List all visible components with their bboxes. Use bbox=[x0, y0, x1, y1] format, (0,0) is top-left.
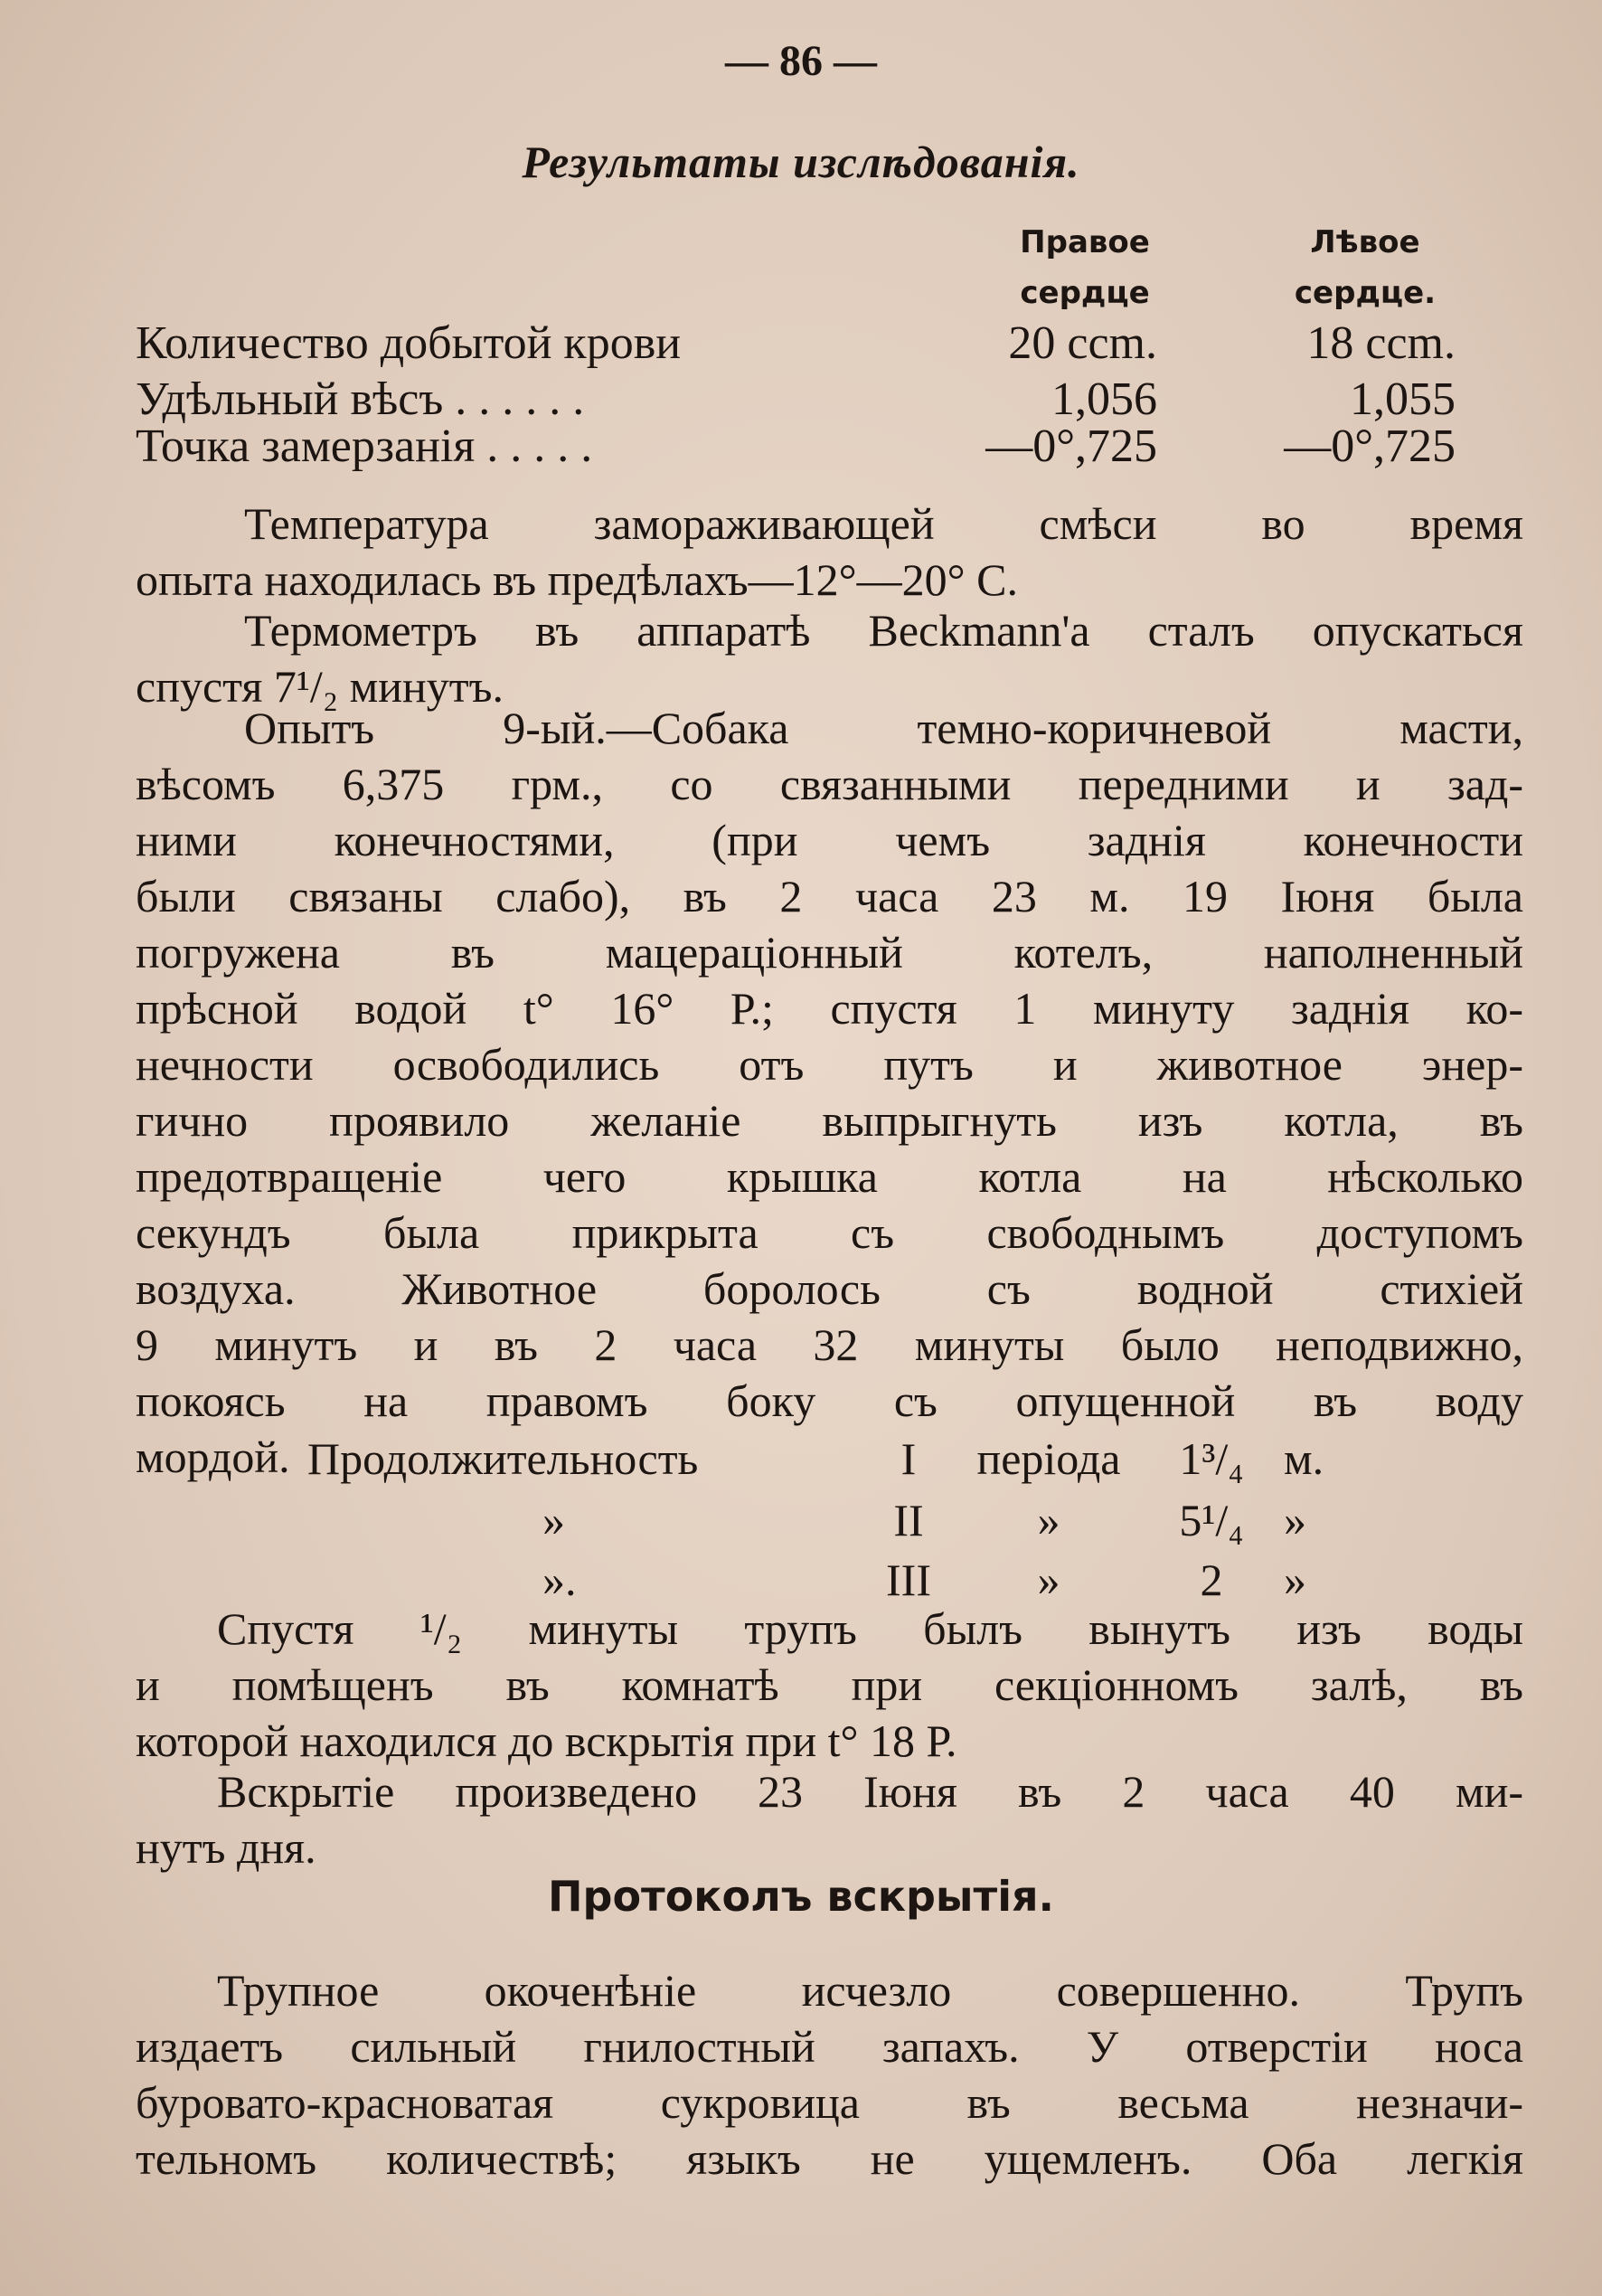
text-line: мордой. bbox=[136, 1431, 290, 1482]
text-line: Трупное окоченѣніе исчезло совершенно. Трупъ bbox=[217, 1965, 1523, 2016]
paragraph-experiment bbox=[136, 700, 1523, 1485]
text-line: буровато-красноватая сукровица въ весьма незначи- bbox=[136, 2077, 1523, 2128]
result-row bbox=[136, 373, 1456, 427]
text-line: погружена въ мацераціонный котелъ, наполненный bbox=[136, 927, 1523, 978]
text-line: вѣсомъ 6,375 грм., со связанными передними и зад- bbox=[136, 759, 1523, 809]
duration-label: » bbox=[542, 1495, 565, 1545]
text-line: Спустя ¹/₂ минуты трупъ былъ вынутъ изъ воды bbox=[217, 1603, 1523, 1654]
text-line: секундъ была прикрыта съ свободнымъ доступомъ bbox=[136, 1207, 1523, 1258]
result-right-value: —0°,725 bbox=[985, 420, 1157, 472]
duration-label: ». bbox=[542, 1554, 577, 1605]
text-line: нечности освободились отъ путъ и животное энер- bbox=[136, 1039, 1523, 1090]
duration-row bbox=[0, 1429, 1602, 1488]
column-header-left-heart bbox=[1275, 217, 1456, 318]
result-label: Удѣльный вѣсъ . . . . . . bbox=[136, 373, 585, 425]
text-line: Опытъ 9-ый.—Собака темно-коричневой масти, bbox=[244, 703, 1523, 753]
text-line: 9 минутъ и въ 2 часа 32 минуты было неподвижно, bbox=[136, 1319, 1523, 1370]
result-label: Точка замерзанія . . . . . bbox=[136, 420, 593, 472]
text-line: покоясь на правомъ боку съ опущенной въ воду bbox=[136, 1375, 1523, 1426]
result-label: Количество добытой крови bbox=[136, 317, 682, 369]
text-line: которой находился до вскрытія при t° 18 Р. bbox=[136, 1715, 957, 1766]
paragraph-thermometer bbox=[136, 602, 1523, 714]
text-line: были связаны слабо), въ 2 часа 23 м. 19 Іюня была bbox=[136, 871, 1523, 921]
duration-value: 5¹/₄ bbox=[1179, 1495, 1244, 1545]
duration-period-word: » bbox=[1037, 1554, 1060, 1605]
duration-unit: » bbox=[1284, 1554, 1306, 1605]
result-right-value: 20 ccm. bbox=[1008, 317, 1157, 369]
duration-unit: » bbox=[1284, 1495, 1306, 1545]
text-line: ними конечностями, (при чемъ заднія конечности bbox=[136, 815, 1523, 865]
text-line: прѣсной водой t° 16° Р.; спустя 1 минуту заднія ко- bbox=[136, 983, 1523, 1034]
column-header-line: сердце. bbox=[1294, 275, 1437, 311]
page-number: — 86 — bbox=[725, 37, 877, 85]
protocol-title: Протоколъ вскрытія. bbox=[548, 1872, 1054, 1921]
text-line: Термометръ въ аппаратѣ Beckmann'а сталъ опускаться bbox=[244, 605, 1523, 656]
result-right-value: 1,056 bbox=[1051, 373, 1157, 425]
duration-unit: м. bbox=[1284, 1433, 1324, 1484]
text-line: и помѣщенъ въ комнатѣ при секціонномъ залѣ, въ bbox=[136, 1659, 1523, 1710]
text-line: спустя 7¹/₂ минутъ. bbox=[136, 661, 504, 712]
section-title: Результаты изслѣдованія. bbox=[522, 137, 1080, 187]
duration-table bbox=[0, 1429, 1602, 1619]
text-line: нутъ дня. bbox=[136, 1822, 316, 1873]
column-header-line: сердце bbox=[1020, 275, 1150, 311]
result-left-value: —0°,725 bbox=[1284, 420, 1456, 472]
text-line: Температура замораживающей смѣси во время bbox=[244, 498, 1523, 549]
duration-row bbox=[0, 1490, 1602, 1550]
text-line: опыта находилась въ предѣлахъ—12°—20° C. bbox=[136, 554, 1018, 605]
column-header-right-heart bbox=[976, 217, 1193, 318]
column-header-line: Лѣвое bbox=[1310, 224, 1420, 260]
paragraph-temperature bbox=[136, 496, 1523, 608]
result-left-value: 18 ccm. bbox=[1306, 317, 1456, 369]
duration-period-number: II bbox=[893, 1495, 924, 1545]
column-header-line: Правое bbox=[1020, 224, 1150, 260]
text-line: гично проявило желаніе выпрыгнуть изъ котла, въ bbox=[136, 1095, 1523, 1146]
duration-period-number: III bbox=[886, 1554, 931, 1605]
text-line: Вскрытіе произведено 23 Іюня въ 2 часа 40 ми- bbox=[217, 1766, 1523, 1817]
duration-period-word: » bbox=[1037, 1495, 1060, 1545]
text-line: тельномъ количествѣ; языкъ не ущемленъ. Оба легкія bbox=[136, 2133, 1523, 2184]
duration-value: 1³/₄ bbox=[1179, 1433, 1244, 1484]
duration-period-word: періода bbox=[976, 1433, 1121, 1484]
result-row bbox=[136, 420, 1456, 474]
duration-period-number: I bbox=[900, 1433, 917, 1484]
duration-value: 2 bbox=[1200, 1554, 1223, 1605]
text-line: предотвращеніе чего крышка котла на нѣсколько bbox=[136, 1151, 1523, 1202]
text-line: издаетъ сильный гнилостный запахъ. У отверстіи носа bbox=[136, 2021, 1523, 2072]
duration-label: Продолжительность bbox=[307, 1433, 699, 1484]
paragraph-corpse bbox=[136, 1601, 1523, 1769]
text-line: воздуха. Животное боролось съ водной стихіей bbox=[136, 1263, 1523, 1314]
result-row bbox=[136, 317, 1456, 371]
result-left-value: 1,055 bbox=[1350, 373, 1456, 425]
paragraph-autopsy bbox=[136, 1763, 1523, 1876]
paragraph-protocol bbox=[136, 1962, 1523, 2187]
